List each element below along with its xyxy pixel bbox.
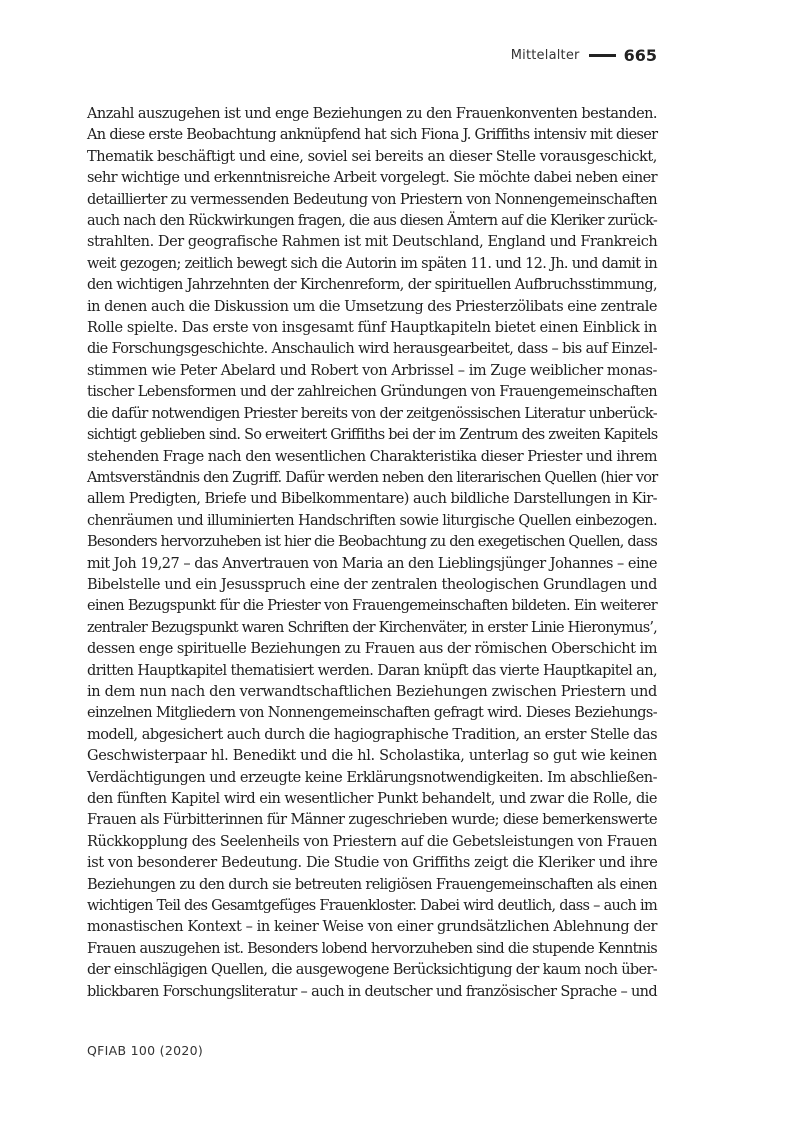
text-line: die Forschungsgeschichte. Anschaulich wird herausgearbeitet, dass – bis auf Einzel- (87, 341, 657, 358)
text-line: Verdächtigungen und erzeugte keine Erklärungsnotwendigkeiten. Im abschließen- (87, 769, 657, 786)
text-line: sichtigt geblieben sind. So erweitert Griffiths bei der im Zentrum des zweiten Kapitels (87, 427, 658, 444)
text-line: Besonders hervorzuheben ist hier die Beobachtung zu den exegetischen Quellen, dass (87, 534, 657, 551)
text-line: allem Predigten, Briefe und Bibelkommentare) auch bildliche Darstellungen in Kir- (87, 491, 658, 508)
text-line: einzelnen Mitgliedern von Nonnengemeinschaften gefragt wird. Dieses Beziehungs- (87, 705, 657, 722)
body-text (87, 104, 657, 1003)
text-line: der einschlägigen Quellen, die ausgewogene Berücksichtigung der kaum noch über- (87, 962, 657, 979)
text-line: einen Bezugspunkt für die Priester von Frauengemeinschaften bildeten. Ein weiterer (87, 598, 657, 615)
journal-footer: QFIAB 100 (2020) (87, 1043, 204, 1058)
text-line: detaillierter zu vermessenden Bedeutung von Priestern von Nonnengemeinschaften (87, 191, 657, 208)
text-line: ist von besonderer Bedeutung. Die Studie von Griffiths zeigt die Kleriker und ihre (87, 855, 658, 872)
running-head (511, 46, 657, 65)
text-line: monastischen Kontext – in keiner Weise von einer grundsätzlichen Ablehnung der (87, 919, 658, 936)
text-line: stehenden Frage nach den wesentlichen Charakteristika dieser Priester und ihrem (87, 448, 657, 465)
text-line: Bibelstelle und ein Jesusspruch eine der zentralen theologischen Grundlagen und (87, 576, 657, 593)
text-line: sehr wichtige und erkenntnisreiche Arbeit vorgelegt. Sie möchte dabei neben einer (87, 170, 657, 187)
text-line: wichtigen Teil des Gesamtgefüges Frauenkloster. Dabei wird deutlich, dass – auch im (87, 898, 657, 915)
text-line: auch nach den Rückwirkungen fragen, die aus diesen Ämtern auf die Kleriker zurück- (87, 213, 657, 230)
text-line: Thematik beschäftigt und eine, soviel sei bereits an dieser Stelle vorausgeschickt, (87, 148, 657, 165)
text-line: stimmen wie Peter Abelard und Robert von Arbrissel – im Zuge weiblicher monas- (87, 362, 657, 379)
text-line: Frauen als Fürbitterinnen für Männer zugeschrieben wurde; diese bemerkenswerte (87, 812, 657, 829)
text-line: Geschwisterpaar hl. Benedikt und die hl. Scholastika, unterlag so gut wie keinen (87, 748, 657, 765)
text-line: die dafür notwendigen Priester bereits von der zeitgenössischen Literatur unberück- (87, 405, 657, 422)
text-line: mit Joh 19,27 – das Anvertrauen von Maria an den Lieblingsjünger Johannes – eine (87, 555, 657, 572)
text-line: Frauen auszugehen ist. Besonders lobend hervorzuheben sind die stupende Kenntnis (87, 940, 657, 957)
text-line: weit gezogen; zeitlich bewegt sich die Autorin im späten 11. und 12. Jh. und damit in (87, 255, 657, 272)
text-line: in denen auch die Diskussion um die Umsetzung des Priesterzölibats eine zentrale (87, 298, 657, 315)
page-number: 665 (623, 46, 657, 65)
header-rule (589, 54, 616, 57)
text-line: den wichtigen Jahrzehnten der Kirchenreform, der spirituellen Aufbruchsstimmung, (87, 277, 657, 294)
text-line: Rückkopplung des Seelenheils von Priestern auf die Gebetsleistungen von Frauen (87, 833, 657, 850)
text-line: strahlten. Der geografische Rahmen ist mit Deutschland, England und Frankreich (87, 234, 658, 251)
text-line: An diese erste Beobachtung anknüpfend hat sich Fiona J. Griffiths intensiv mit dieser (87, 127, 658, 144)
text-line: dessen enge spirituelle Beziehungen zu Frauen aus der römischen Oberschicht im (87, 641, 657, 658)
text-line: Amtsverständnis den Zugriff. Dafür werden neben den literarischen Quellen (hier vor (87, 469, 658, 486)
text-line: dritten Hauptkapitel thematisiert werden. Daran knüpft das vierte Hauptkapitel an, (87, 662, 657, 679)
section-title: Mittelalter (510, 48, 580, 63)
text-line: modell, abgesichert auch durch die hagiographische Tradition, an erster Stelle das (87, 726, 657, 743)
text-line: zentraler Bezugspunkt waren Schriften der Kirchenväter, in erster Linie Hieronymus’, (87, 619, 657, 636)
text-line: Rolle spielte. Das erste von insgesamt fünf Hauptkapiteln bietet einen Einblick in (87, 320, 658, 337)
text-line: tischer Lebensformen und der zahlreichen Gründungen von Frauengemeinschaften (87, 384, 657, 401)
text-line: blickbaren Forschungsliteratur – auch in deutscher und französischer Sprache – und (87, 983, 657, 1000)
text-line: Beziehungen zu den durch sie betreuten religiösen Frauengemeinschaften als einen (87, 876, 657, 893)
text-line: Anzahl auszugehen ist und enge Beziehungen zu den Frauenkonventen bestanden. (87, 106, 657, 122)
text-line: chenräumen und illuminierten Handschriften sowie liturgische Quellen einbezogen. (87, 512, 657, 529)
text-line: in dem nun nach den verwandtschaftlichen Beziehungen zwischen Priestern und (87, 683, 657, 700)
text-line: den fünften Kapitel wird ein wesentlicher Punkt behandelt, und zwar die Rolle, die (87, 791, 657, 807)
